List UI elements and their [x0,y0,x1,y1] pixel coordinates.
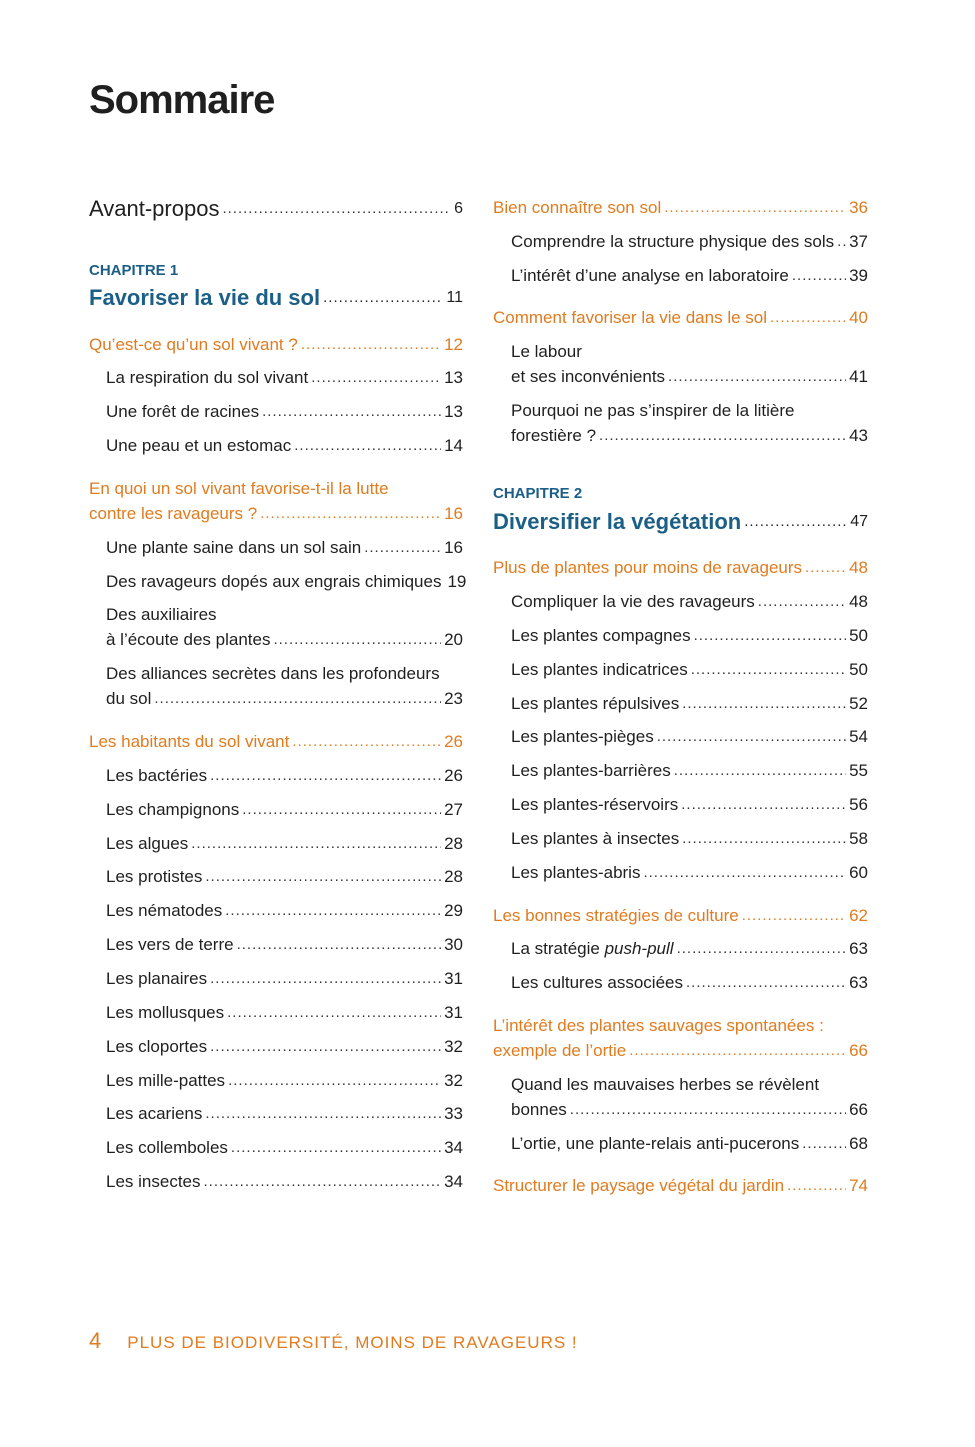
toc-entry[interactable] [89,630,463,650]
toc-entry-line1: Des alliances secrètes dans les profondeurs [106,664,440,683]
toc-section-label: Structurer le paysage végétal du jardin [493,1176,785,1195]
leader-dots [837,232,846,252]
toc-entry[interactable] [89,368,463,388]
chapter-label: CHAPITRE 2 [493,485,583,502]
toc-entry[interactable] [89,766,463,786]
toc-entry[interactable] [89,572,467,592]
leader-dots [682,829,846,849]
toc-entry-label: Les cloportes [106,1037,208,1056]
leader-dots [273,630,441,650]
toc-entry-label: Des ravageurs dopés aux engrais chimiques [106,572,442,591]
toc-entry-page: 31 [444,969,463,988]
leader-dots [787,1176,846,1196]
toc-entry[interactable] [493,829,868,849]
toc-entry[interactable] [493,761,868,781]
toc-entry[interactable] [493,266,868,286]
toc-entry-label: Les plantes-abris [511,863,641,882]
toc-entry[interactable] [493,367,868,387]
toc-section-sol-vivant[interactable] [89,335,463,355]
toc-entry-label: Comprendre la structure physique des sols [511,232,835,251]
toc-entry-page: 20 [444,630,463,649]
leader-dots [744,512,847,532]
toc-entry-label: Les protistes [106,867,203,886]
toc-entry-label: L’ortie, une plante-relais anti-pucerons [511,1134,800,1153]
toc-entry[interactable] [89,402,463,422]
leader-dots [323,288,443,308]
toc-entry[interactable] [89,1003,463,1023]
chapter-title: Favoriser la vie du sol [89,285,321,310]
toc-entry[interactable] [493,939,868,959]
toc-entry-label: et ses inconvénients [511,367,666,386]
toc-entry-label: Les bactéries [106,766,208,785]
toc-entry-page: 26 [444,732,463,751]
toc-entry[interactable] [493,1134,868,1154]
toc-entry-page: 50 [849,660,868,679]
leader-dots [260,504,441,524]
toc-entry-page: 23 [444,689,463,708]
leader-dots [629,1041,846,1061]
toc-entry-label: Les nématodes [106,901,223,920]
toc-section-line1: En quoi un sol vivant favorise-t-il la lutte [89,479,389,498]
toc-entry-page: 40 [849,308,868,327]
toc-entry-page: 66 [849,1041,868,1060]
toc-entry-page: 37 [849,232,868,251]
footer-book-title: PLUS DE BIODIVERSITÉ, MOINS DE RAVAGEURS ! [127,1333,578,1352]
toc-entry-page: 11 [446,289,463,306]
toc-entry[interactable] [89,538,463,558]
toc-entry-page: 33 [444,1104,463,1123]
toc-section-strategies[interactable] [493,906,868,926]
toc-entry-label: Les mille-pattes [106,1071,226,1090]
toc-entry-label: du sol [106,689,152,708]
toc-section-label: Bien connaître son sol [493,198,662,217]
toc-entry-label-prefix: La stratégie [511,939,605,958]
leader-dots [686,973,846,993]
toc-entry[interactable] [493,1100,868,1120]
leader-dots [570,1100,846,1120]
toc-entry-page: 29 [444,901,463,920]
toc-entry-label: Les insectes [106,1172,201,1191]
toc-entry-page: 66 [849,1100,868,1119]
toc-entry-page: 39 [849,266,868,285]
toc-entry-label: Les acariens [106,1104,203,1123]
toc-entry-page: 32 [444,1071,463,1090]
toc-entry-page: 27 [444,800,463,819]
toc-entry-page: 31 [444,1003,463,1022]
leader-dots [205,1104,441,1124]
leader-dots [210,766,441,786]
toc-section-label: Qu’est-ce qu’un sol vivant ? [89,335,298,354]
toc-entry[interactable] [493,660,868,680]
toc-section-plus-de-plantes[interactable] [493,558,868,578]
toc-section-paysage[interactable] [493,1176,868,1196]
toc-section-connaitre-sol[interactable] [493,198,868,218]
leader-dots [301,335,441,355]
leader-dots [237,935,442,955]
toc-entry-line1: Pourquoi ne pas s’inspirer de la litière [511,401,795,420]
leader-dots [222,199,451,219]
toc-entry-page: 50 [849,626,868,645]
toc-entry-label: La respiration du sol vivant [106,368,309,387]
toc-entry-page: 48 [849,558,868,577]
leader-dots [599,426,846,446]
toc-entry-label: Les champignons [106,800,240,819]
toc-entry-page: 52 [849,694,868,713]
leader-dots [691,660,846,680]
toc-entry-page: 54 [849,727,868,746]
leader-dots [664,198,846,218]
leader-dots [228,1071,441,1091]
toc-entry[interactable] [89,867,463,887]
leader-dots [758,592,846,612]
leader-dots [191,834,441,854]
toc-entry-label: Une plante saine dans un sol sain [106,538,362,557]
toc-entry[interactable] [493,973,868,993]
toc-section-habitants[interactable] [89,732,463,752]
toc-section-favoriser-vie[interactable] [493,308,868,328]
toc-entry[interactable] [493,863,868,883]
toc-entry-label: Les algues [106,834,189,853]
toc-entry-label: Les vers de terre [106,935,234,954]
leader-dots [225,901,441,921]
toc-entry-label: Les plantes-réservoirs [511,795,679,814]
toc-entry-page: 41 [849,367,868,386]
toc-entry[interactable] [89,1104,463,1124]
leader-dots [805,558,846,578]
toc-entry[interactable] [493,232,868,252]
toc-entry-page: 13 [444,368,463,387]
toc-entry-page: 55 [849,761,868,780]
toc-entry-label: Les plantes-pièges [511,727,654,746]
toc-entry-page: 63 [849,939,868,958]
leader-dots [231,1138,441,1158]
leader-dots [770,308,846,328]
leader-dots [154,689,441,709]
toc-section-label: Les habitants du sol vivant [89,732,290,751]
toc-entry[interactable] [89,969,463,989]
leader-dots [210,1037,441,1057]
toc-entry-page: 16 [444,538,463,557]
leader-dots [792,266,846,286]
leader-dots [681,795,846,815]
toc-entry[interactable] [493,727,868,747]
toc-section-label: Plus de plantes pour moins de ravageurs [493,558,803,577]
toc-entry-label: Une forêt de racines [106,402,260,421]
toc-entry-label: Compliquer la vie des ravageurs [511,592,755,611]
toc-section-label: exemple de l’ortie [493,1041,627,1060]
toc-entry-line1: Le labour [511,342,582,361]
toc-entry-label: Une peau et un estomac [106,436,292,455]
toc-entry[interactable] [89,1037,463,1057]
toc-entry-line1: Des auxiliaires [106,605,217,624]
toc-entry-page: 43 [849,426,868,445]
leader-dots [364,538,441,558]
toc-entry-chapter-2[interactable] [493,509,868,534]
toc-entry-page: 30 [444,935,463,954]
toc-entry-label: Les plantes indicatrices [511,660,688,679]
leader-dots [294,436,441,456]
toc-entry-label: Les collemboles [106,1138,228,1157]
page-footer [89,1328,578,1354]
leader-dots [668,367,846,387]
toc-entry-page: 68 [849,1134,868,1153]
leader-dots [311,368,441,388]
toc-entry-page: 6 [454,200,463,217]
leader-dots [677,939,847,959]
toc-entry-page: 48 [849,592,868,611]
toc-entry-label: Les mollusques [106,1003,225,1022]
toc-entry-label: Les plantes-barrières [511,761,671,780]
toc-entry-label: Les plantes compagnes [511,626,691,645]
toc-entry-avant-propos[interactable] [89,196,463,221]
toc-entry-page: 63 [849,973,868,992]
toc-entry-page: 32 [444,1037,463,1056]
toc-entry-page: 58 [849,829,868,848]
leader-dots [204,1172,442,1192]
toc-section-label: Les bonnes stratégies de culture [493,906,739,925]
toc-entry-label: bonnes [511,1100,567,1119]
toc-entry-page: 60 [849,863,868,882]
toc-entry-page: 26 [444,766,463,785]
toc-entry-page: 56 [849,795,868,814]
leader-dots [205,867,441,887]
leader-dots [262,402,441,422]
toc-entry-chapter-1[interactable] [89,285,463,310]
toc-entry-label-italic: push-pull [604,939,674,958]
toc-entry[interactable] [493,426,868,446]
toc-entry-page: 12 [444,335,463,354]
toc-section-plantes-sauvages[interactable] [493,1041,868,1061]
footer-page-number: 4 [89,1328,102,1353]
toc-entry[interactable] [493,592,868,612]
toc-section-line1: L’intérêt des plantes sauvages spontanées : [493,1016,824,1035]
leader-dots [742,906,846,926]
toc-entry-label: L’intérêt d’une analyse en laboratoire [511,266,789,285]
toc-entry[interactable] [493,694,868,714]
toc-entry[interactable] [89,689,463,709]
toc-entry[interactable] [89,834,463,854]
leader-dots [674,761,846,781]
leader-dots [242,800,441,820]
toc-entry[interactable] [89,1138,463,1158]
toc-entry-label [511,939,674,959]
toc-section-lutte[interactable] [89,504,463,524]
toc-entry-label: Les planaires [106,969,208,988]
leader-dots [210,969,441,989]
toc-entry-label: Les cultures associées [511,973,683,992]
toc-entry[interactable] [89,1172,463,1192]
toc-entry-label: Les plantes à insectes [511,829,680,848]
toc-entry-page: 47 [850,513,868,530]
toc-section-label: contre les ravageurs ? [89,504,258,523]
toc-entry-label: Les plantes répulsives [511,694,680,713]
leader-dots [802,1134,846,1154]
page-title: Sommaire [89,78,275,122]
toc-entry[interactable] [493,626,868,646]
toc-entry-label: forestière ? [511,426,597,445]
leader-dots [227,1003,441,1023]
toc-entry[interactable] [493,795,868,815]
toc-entry-page: 34 [444,1138,463,1157]
toc-entry-page: 19 [447,572,467,591]
leader-dots [292,732,441,752]
toc-entry-page: 36 [849,198,868,217]
toc-entry-label: Avant-propos [89,196,220,221]
leader-dots [682,694,846,714]
toc-entry-page: 62 [849,906,868,925]
toc-entry-page: 34 [444,1172,463,1191]
toc-entry[interactable] [89,436,463,456]
toc-entry-page: 16 [444,504,463,523]
toc-entry-line1: Quand les mauvaises herbes se révèlent [511,1075,820,1094]
toc-entry-page: 74 [849,1176,868,1195]
toc-entry-page: 13 [444,402,463,421]
toc-entry-label: à l’écoute des plantes [106,630,271,649]
toc-entry[interactable] [89,1071,463,1091]
toc-entry-page: 28 [444,834,463,853]
toc-entry-page: 14 [444,436,463,455]
toc-entry-page: 28 [444,867,463,886]
leader-dots [694,626,847,646]
toc-entry[interactable] [89,901,463,921]
toc-entry[interactable] [89,935,463,955]
toc-entry[interactable] [89,800,463,820]
leader-dots [643,863,846,883]
toc-section-label: Comment favoriser la vie dans le sol [493,308,768,327]
chapter-label: CHAPITRE 1 [89,262,179,279]
leader-dots [657,727,846,747]
chapter-title: Diversifier la végétation [493,509,742,534]
